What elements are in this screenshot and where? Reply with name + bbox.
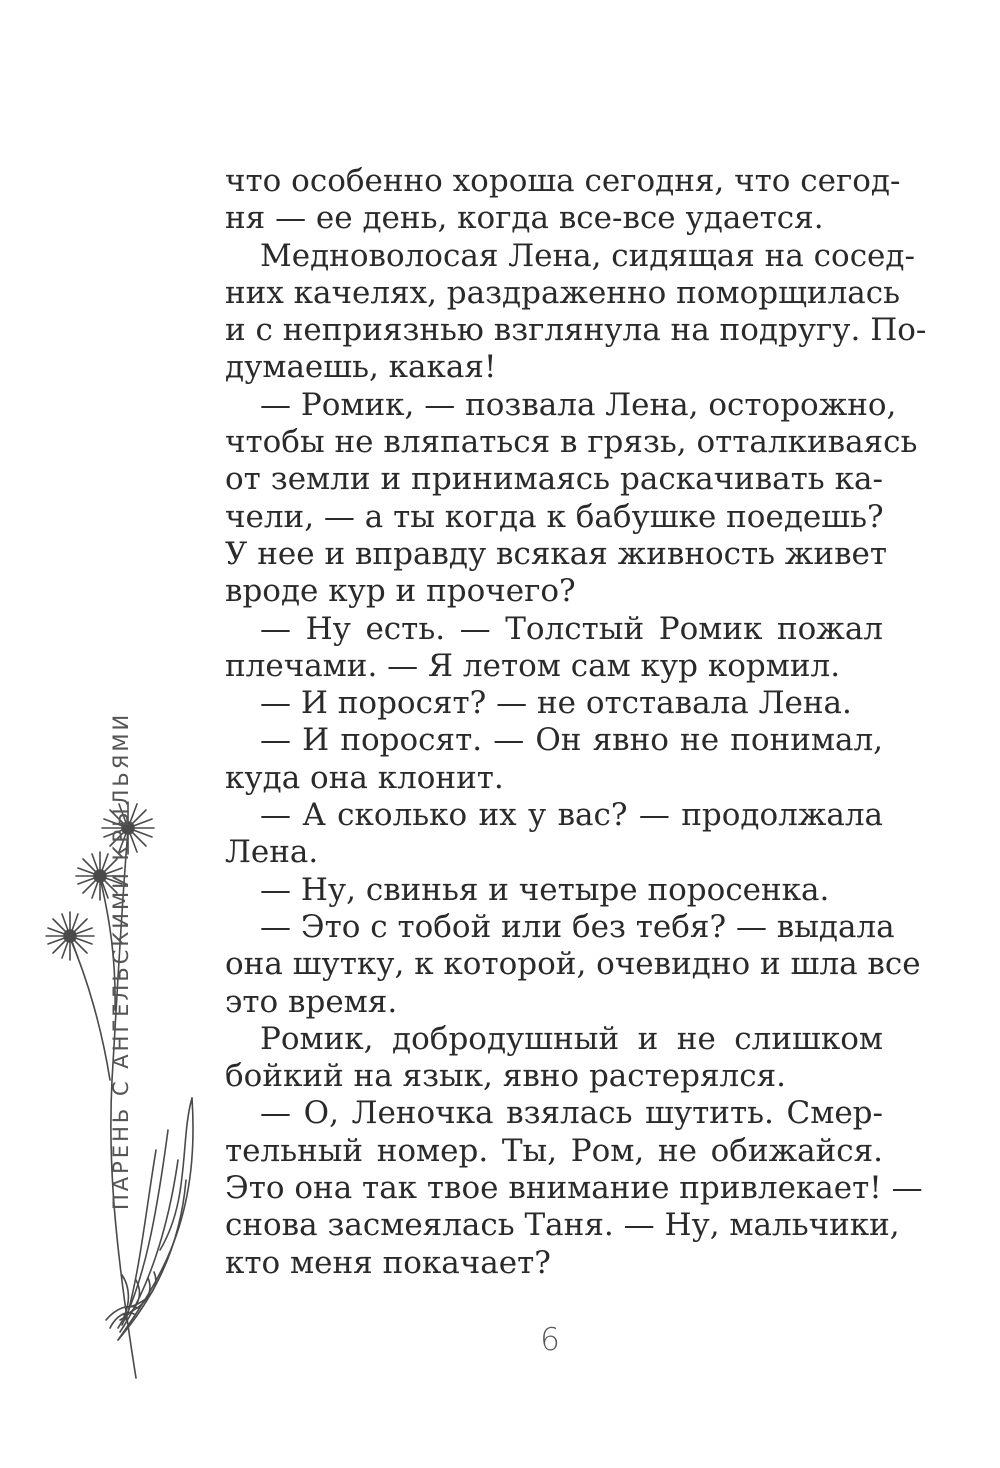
text-line: — Ромик, — позвала Лена, осторожно,	[260, 386, 897, 423]
text-line: них качелях, раздраженно поморщилась	[225, 274, 900, 311]
text-line: плечами. — Я летом сам кур кормил.	[225, 647, 841, 684]
text-line: — Это с тобой или без тебя? — выдала	[260, 908, 895, 945]
text-line: Это она так твое внимание привлекает! —	[225, 1170, 923, 1207]
text-line: от земли и принимаясь раскачивать ка-	[225, 461, 883, 498]
text-line: Медноволосая Лена, сидящая на сосед-	[260, 237, 915, 274]
text-line: ня — ее день, когда все-все удается.	[225, 200, 824, 237]
text-line: Лена.	[225, 834, 319, 871]
text-line: это время.	[225, 983, 398, 1020]
flower-head-lower	[46, 912, 94, 960]
text-line: и с неприязнью взглянула на подругу. По-	[225, 312, 927, 349]
text-line: думаешь, какая!	[225, 349, 497, 386]
text-line: вроде кур и прочего?	[225, 573, 576, 610]
body-text	[225, 163, 927, 1282]
text-line: кто меня покачает?	[225, 1244, 551, 1281]
text-line: чтобы не вляпаться в грязь, отталкиваясь	[225, 424, 918, 461]
text-line: — И поросят? — не отставала Лена.	[260, 685, 852, 722]
text-line: — О, Леночка взялась шутить. Смер-	[260, 1095, 883, 1132]
page-number: 6	[540, 1322, 560, 1358]
text-line: тельный номер. Ты, Ром, не обижайся.	[225, 1132, 883, 1169]
text-line: что особенно хороша сегодня, что сегод-	[225, 163, 901, 199]
text-line: чели, — а ты когда к бабушке поедешь?	[225, 498, 884, 535]
text-line: — И поросят. — Он явно не понимал,	[260, 722, 883, 759]
text-line: — Ну, свинья и четыре поросенка.	[260, 871, 830, 908]
stem-branch-lower	[70, 938, 110, 1080]
text-line: — А сколько их у вас? — продолжала	[260, 797, 883, 834]
text-line: она шутку, к которой, очевидно и шла все	[225, 946, 921, 983]
running-title: ПАРЕНЬ С АНГЕЛЬСКИМИ КРЫЛЬЯМИ	[109, 711, 133, 1210]
text-line: бойкий на язык, явно растерялся.	[225, 1058, 786, 1095]
text-line: куда она клонит.	[225, 759, 504, 796]
text-line: Ромик, добродушный и не слишком	[260, 1020, 883, 1057]
text-line: снова засмеялась Таня. — Ну, мальчики,	[225, 1207, 900, 1244]
text-line: У нее и вправду всякая живность живет	[225, 535, 888, 572]
text-line: — Ну есть. — Толстый Ромик пожал	[260, 610, 883, 647]
